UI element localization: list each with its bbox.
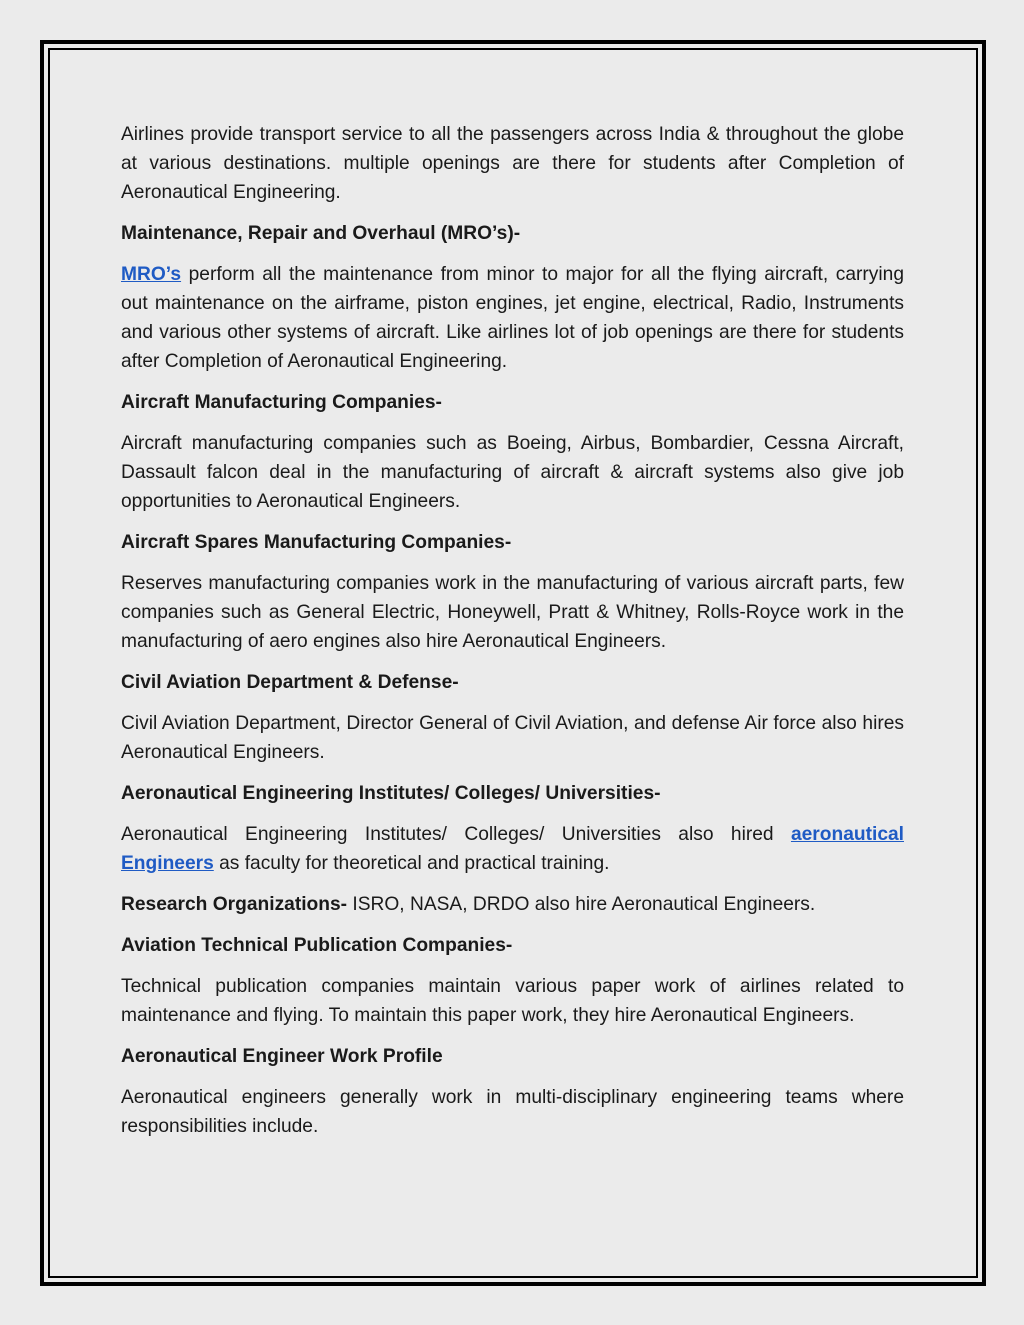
aeronautical-engineers-link[interactable]: aeronautical Engineers xyxy=(121,824,904,874)
institutes-paragraph xyxy=(121,820,904,878)
manufacturing-paragraph: Aircraft manufacturing companies such as Boeing, Airbus, Bombardier, Cessna Aircraft, Dassault falcon deal in the manufacturing of aircraft & aircraft systems also give job opportunities to Aeronautical Engineers. xyxy=(121,433,904,512)
publication-heading: Aviation Technical Publication Companies- xyxy=(121,935,513,956)
mro-link[interactable]: MRO’s xyxy=(121,264,182,285)
mro-text: perform all the maintenance from minor to major for all the flying aircraft, carrying out maintenance on the airframe, piston engines, jet engine, electrical, Radio, Instruments and various other systems of aircraft. Like airlines lot of job openings are there for students after Completion of Aeronautical Engineering. xyxy=(121,264,904,372)
intro-paragraph: Airlines provide transport service to all the passengers across India & throughout the globe at various destinations. multiple openings are there for students after Completion of Aeronautical Engineering. xyxy=(121,124,904,203)
mro-heading: Maintenance, Repair and Overhaul (MRO’s)- xyxy=(121,223,521,244)
civil-paragraph: Civil Aviation Department, Director General of Civil Aviation, and defense Air force also hires Aeronautical Engineers. xyxy=(121,713,904,763)
spares-heading: Aircraft Spares Manufacturing Companies- xyxy=(121,532,512,553)
spares-paragraph: Reserves manufacturing companies work in the manufacturing of various aircraft parts, few companies such as General Electric, Honeywell, Pratt & Whitney, Rolls-Royce work in the manufacturing of aero engines also hire Aeronautical Engineers. xyxy=(121,573,904,652)
research-paragraph xyxy=(121,890,904,919)
civil-heading: Civil Aviation Department & Defense- xyxy=(121,672,459,693)
publication-paragraph: Technical publication companies maintain various paper work of airlines related to maintenance and flying. To maintain this paper work, they hire Aeronautical Engineers. xyxy=(121,976,904,1026)
manufacturing-heading: Aircraft Manufacturing Companies- xyxy=(121,392,442,413)
research-text: ISRO, NASA, DRDO also hire Aeronautical Engineers. xyxy=(347,894,816,915)
document-body xyxy=(121,120,904,1141)
institutes-heading: Aeronautical Engineering Institutes/ Colleges/ Universities- xyxy=(121,783,661,804)
profile-heading: Aeronautical Engineer Work Profile xyxy=(121,1046,443,1067)
mro-paragraph xyxy=(121,260,904,376)
institutes-text-after: as faculty for theoretical and practical training. xyxy=(213,853,610,874)
research-heading: Research Organizations- xyxy=(121,894,348,915)
institutes-text-before: Aeronautical Engineering Institutes/ Colleges/ Universities also hired xyxy=(121,824,791,845)
profile-paragraph: Aeronautical engineers generally work in multi-disciplinary engineering teams where responsibilities include. xyxy=(121,1087,904,1137)
